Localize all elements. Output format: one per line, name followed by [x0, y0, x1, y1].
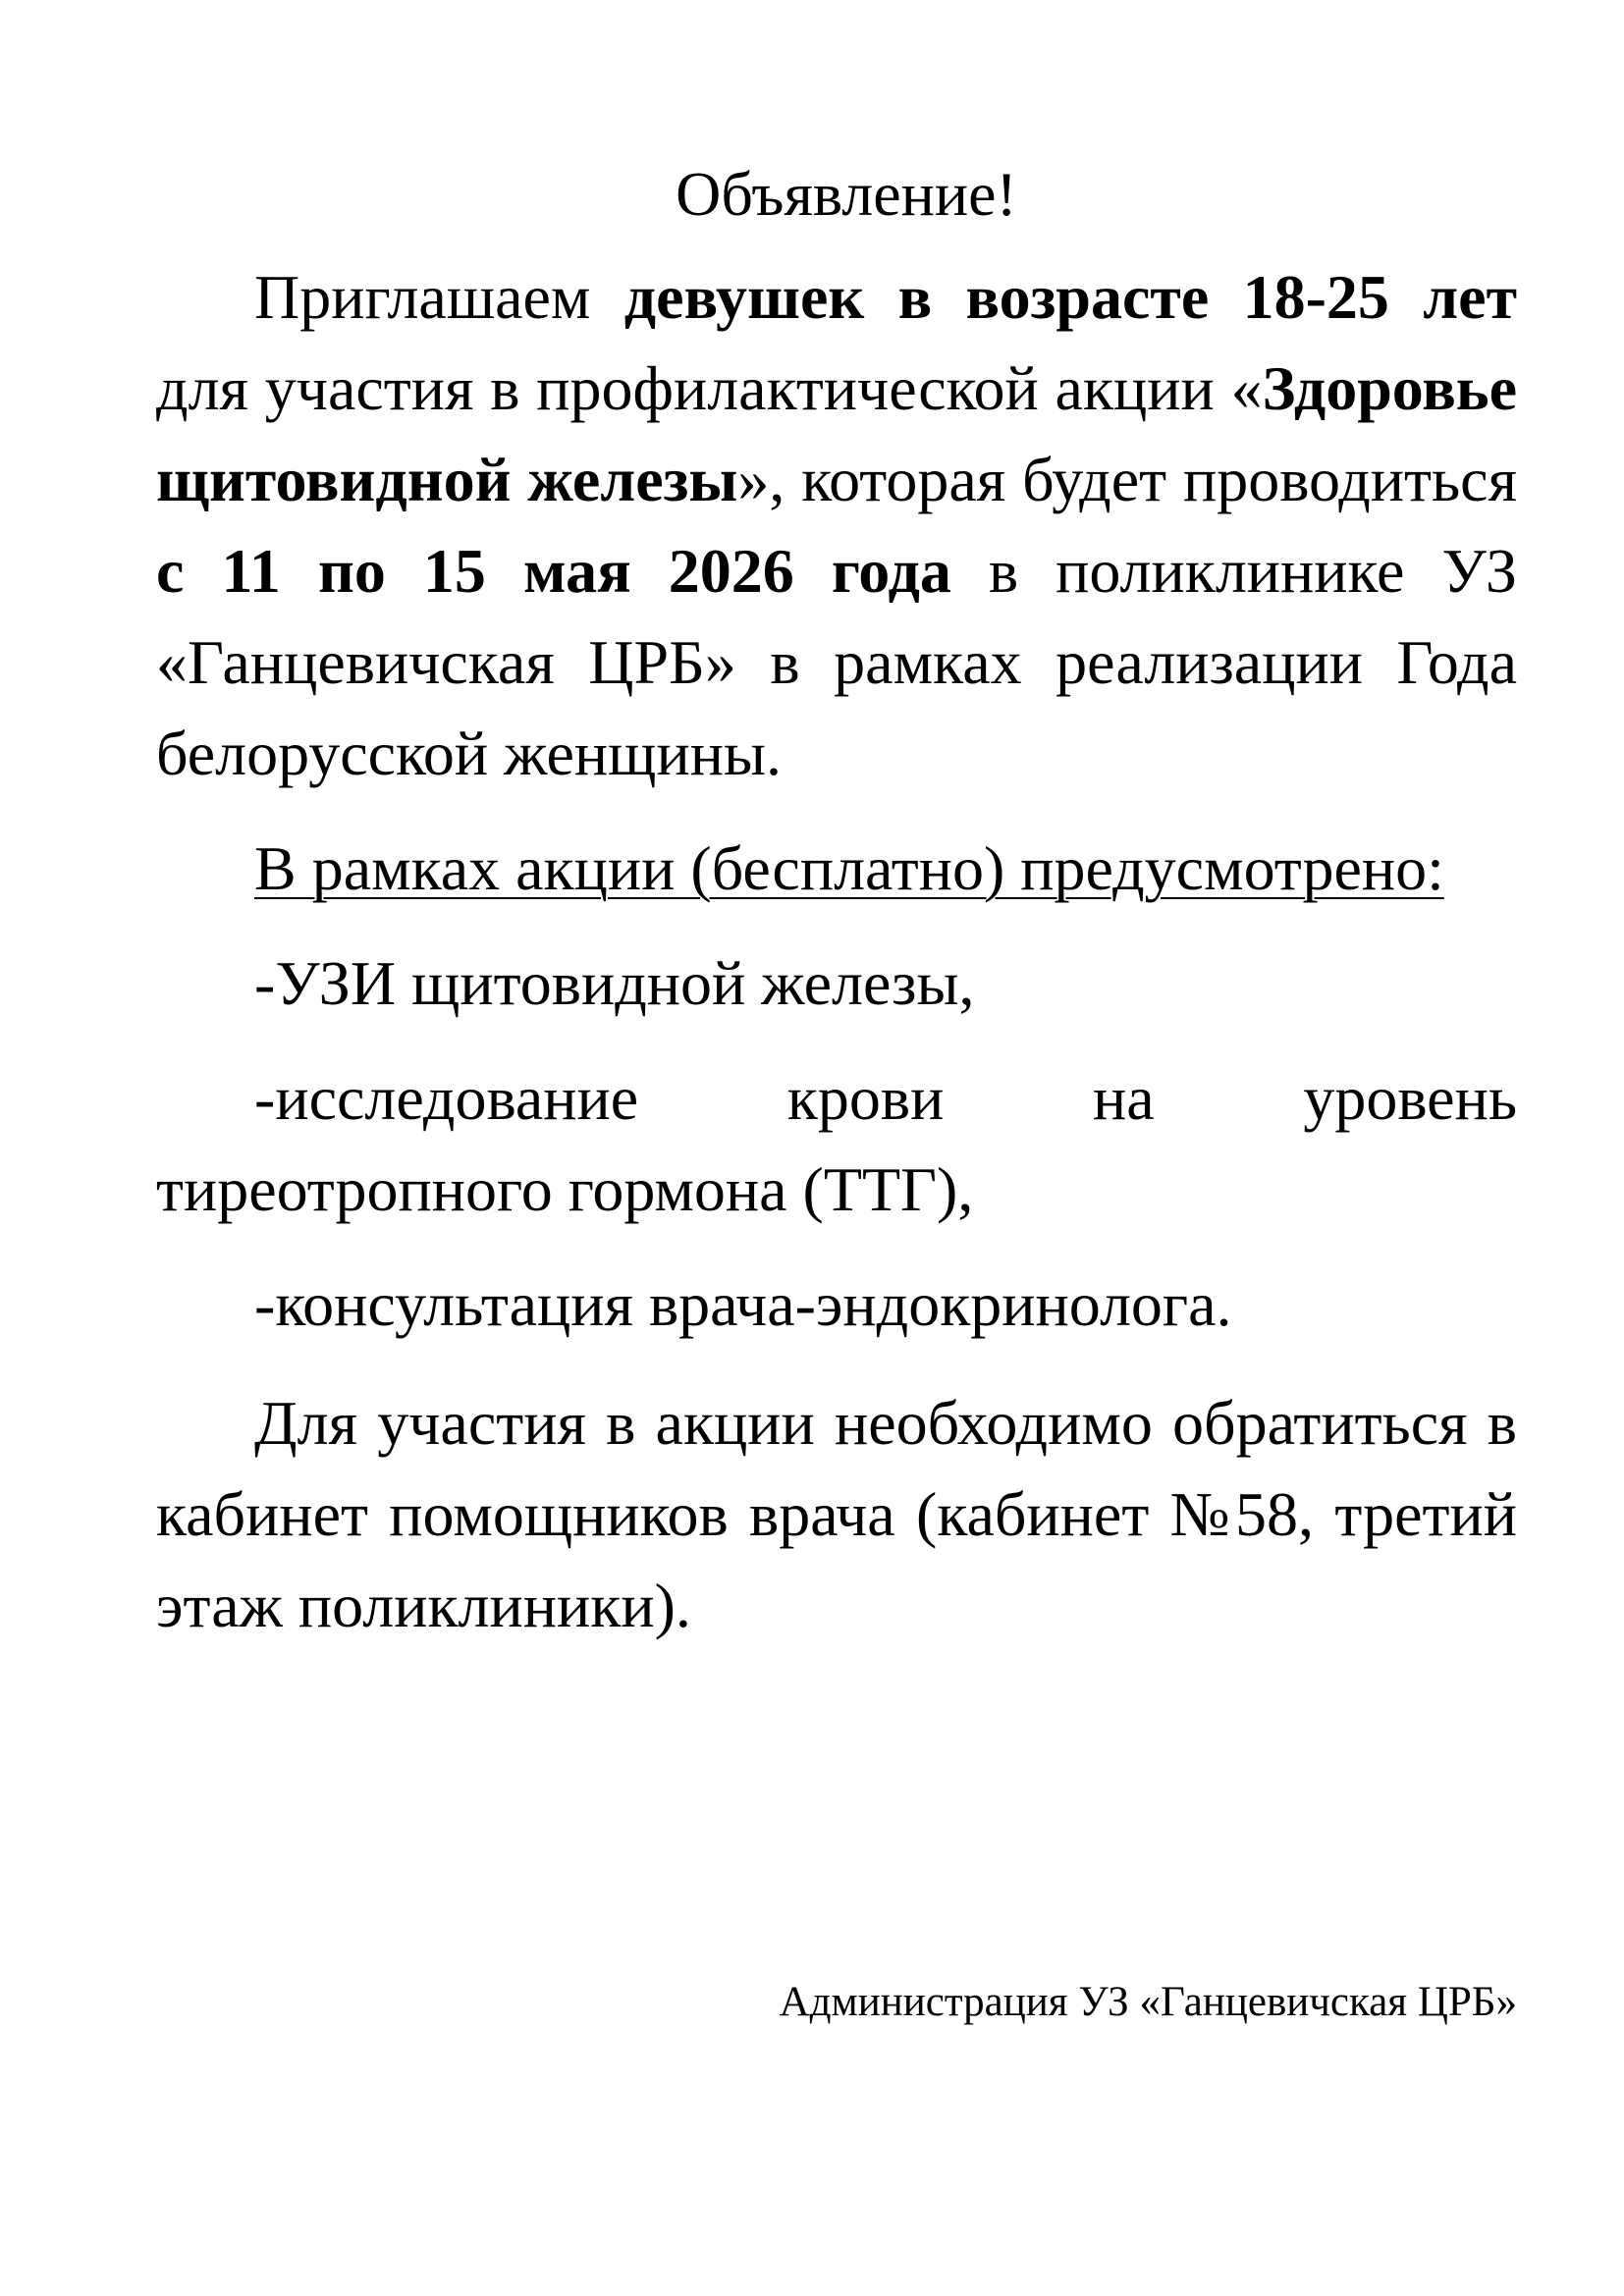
list-item: -консультация врача-эндокринолога. — [254, 1269, 1232, 1339]
intro-bold-dates: с 11 по 15 мая 2026 года — [156, 536, 951, 606]
list-item: -УЗИ щитовидной железы, — [254, 948, 975, 1018]
signature: Администрация УЗ «Ганцевичская ЦРБ» — [779, 1979, 1517, 2025]
announcement-page — [156, 147, 1518, 2025]
intro-text-4: в поликлинике УЗ «Ганцевичская ЦРБ» в рамках реализации Года белорусской женщины. — [156, 536, 1518, 788]
intro-bold-age: девушек в возрасте 18-25 лет — [623, 262, 1518, 332]
page-title: Объявление! — [676, 159, 1017, 229]
list-item: -исследование крови на уровень тиреотропного гормона (ТТГ), — [156, 1063, 1517, 1224]
intro-bold-campaign: Здоровье щитовидной железы — [156, 353, 1517, 514]
intro-text-1: Приглашаем — [254, 262, 624, 332]
intro-text-2: для участия в профилактической акции « — [156, 353, 1263, 423]
provided-heading: В рамках акции (бесплатно) предусмотрено: — [254, 833, 1444, 903]
intro-text-3: », которая будет проводиться — [737, 445, 1517, 514]
instructions-paragraph: Для участия в акции необходимо обратиться в кабинет помощников врача (кабинет №58, третий этаж поликлиники). — [156, 1388, 1517, 1640]
intro-paragraph — [156, 251, 1517, 799]
